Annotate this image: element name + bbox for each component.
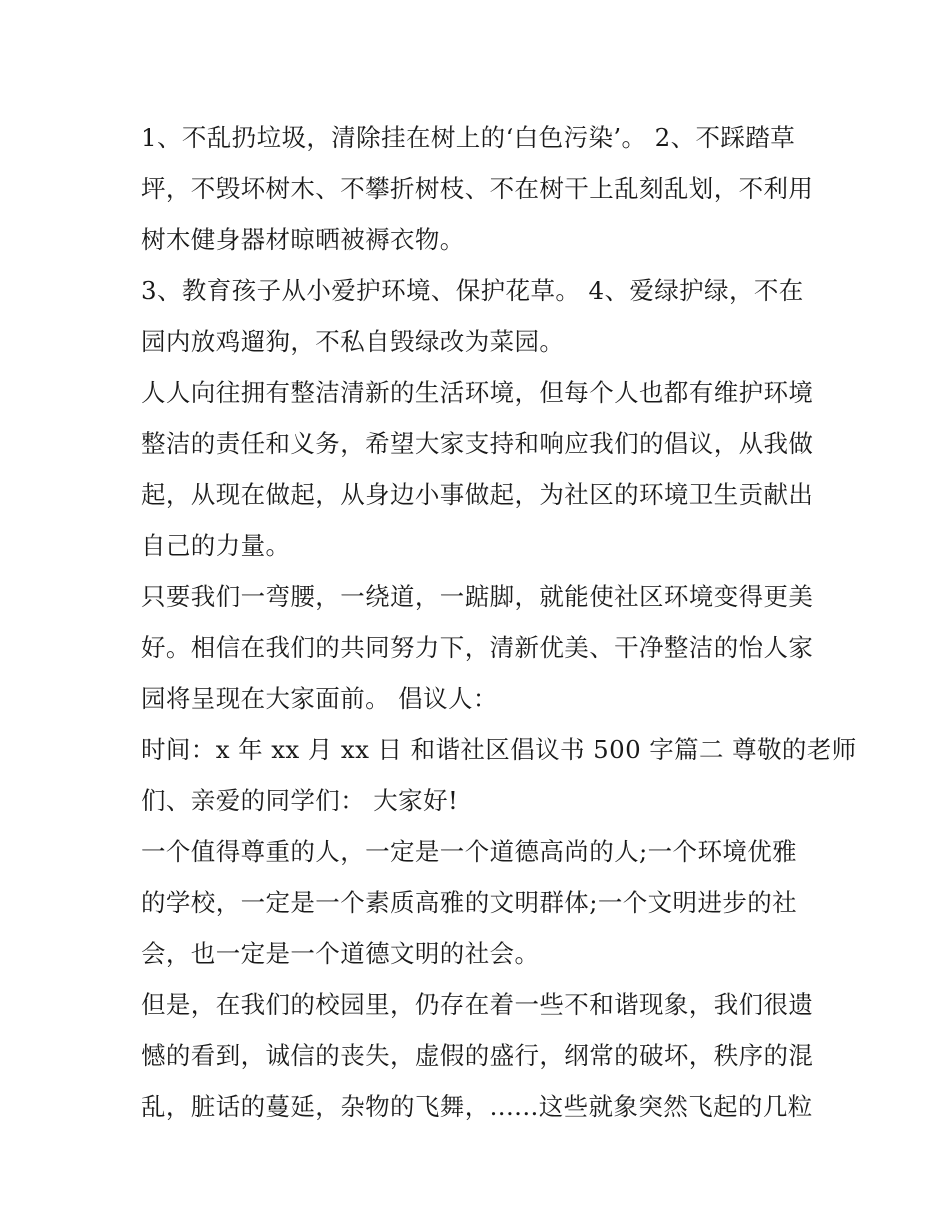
text-line: 起，从现在做起，从身边小事做起，为社区的环境卫生贡献出 bbox=[141, 480, 814, 509]
text-line: 园将呈现在大家面前。 倡议人： bbox=[141, 684, 498, 713]
text-line: 乱，脏话的蔓延，杂物的飞舞，......这些就象突然飞起的几粒 bbox=[141, 1092, 813, 1121]
text-line: 只要我们一弯腰，一绕道，一踮脚，就能使社区环境变得更美 bbox=[141, 582, 814, 611]
text-line: 会，也一定是一个道德文明的社会。 bbox=[141, 939, 540, 968]
text-line: 园内放鸡遛狗，不私自毁绿改为菜园。 bbox=[141, 327, 565, 356]
text-line: 们、亲爱的同学们： 大家好! bbox=[141, 786, 459, 815]
text-line: 时间：x 年 xx 月 xx 日 和谐社区倡议书 500 字篇二 尊敬的老师 bbox=[141, 735, 857, 764]
document-body bbox=[141, 112, 857, 1132]
text-line: 一个值得尊重的人，一定是一个道德高尚的人;一个环境优雅 bbox=[141, 837, 798, 866]
text-line: 憾的看到，诚信的丧失，虚假的盛行，纲常的破坏，秩序的混 bbox=[141, 1041, 814, 1070]
text-line: 树木健身器材晾晒被褥衣物。 bbox=[141, 225, 465, 254]
text-line: 3、教育孩子从小爱护环境、保护花草。 4、爱绿护绿，不在 bbox=[141, 276, 804, 305]
text-line: 人人向往拥有整洁清新的生活环境，但每个人也都有维护环境 bbox=[141, 378, 814, 407]
text-line: 1、不乱扔垃圾，清除挂在树上的‘白色污染’。 2、不踩踏草 bbox=[141, 123, 796, 152]
text-line: 整洁的责任和义务，希望大家支持和响应我们的倡议，从我做 bbox=[141, 429, 814, 458]
text-line: 好。相信在我们的共同努力下，清新优美、干净整洁的怡人家 bbox=[141, 633, 814, 662]
text-line: 但是，在我们的校园里，仍存在着一些不和谐现象，我们很遗 bbox=[141, 990, 814, 1019]
text-line: 坪，不毁坏树木、不攀折树枝、不在树干上乱刻乱划，不利用 bbox=[141, 174, 814, 203]
text-line: 自己的力量。 bbox=[141, 531, 291, 560]
text-line: 的学校，一定是一个素质高雅的文明群体;一个文明进步的社 bbox=[141, 888, 798, 917]
